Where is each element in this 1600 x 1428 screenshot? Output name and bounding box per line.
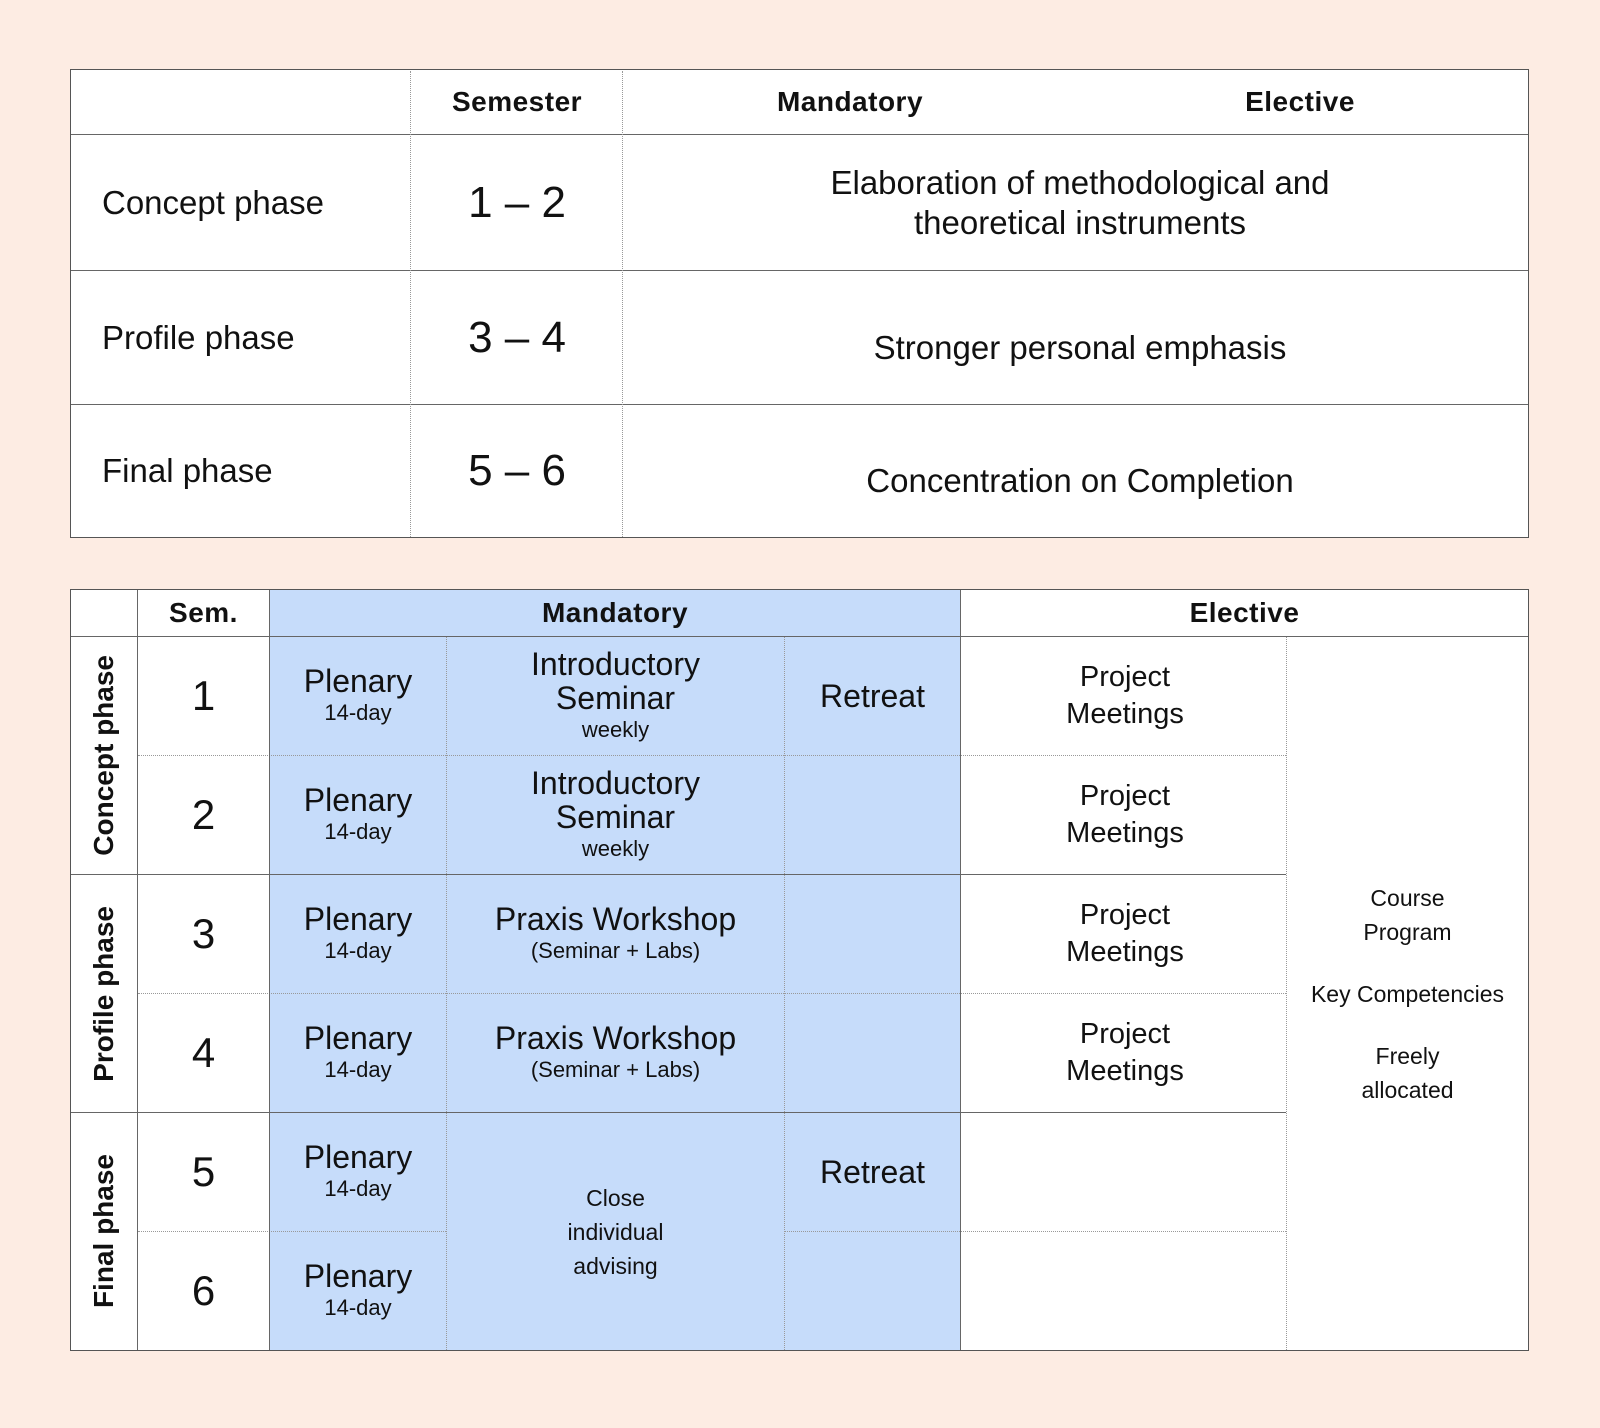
introductory-seminar-cell: Introductory Seminar weekly xyxy=(531,765,700,861)
project-meetings-cell: Project Meetings xyxy=(1066,1018,1184,1087)
introductory-seminar-cell: Introductory Seminar weekly xyxy=(531,646,700,742)
semester-number: 1 xyxy=(191,672,216,719)
project-meetings-cell: Project Meetings xyxy=(1066,661,1184,730)
praxis-workshop-cell: Praxis Workshop (Seminar + Labs) xyxy=(494,901,737,963)
advising-cell: Close individual advising xyxy=(567,1184,664,1279)
row-profile-phase-label: Profile phase xyxy=(102,319,295,356)
phase-label-concept: Concept phase xyxy=(88,655,119,856)
row-concept-phase-label: Concept phase xyxy=(102,184,324,221)
plenary-cell: Plenary 14-day xyxy=(303,901,413,963)
phase-label-profile: Profile phase xyxy=(88,905,119,1082)
semester-number: 5 xyxy=(191,1148,216,1195)
row-final-phase-description: Concentration on Completion xyxy=(866,462,1294,499)
plenary-cell: Plenary 14-day xyxy=(303,1139,413,1201)
project-meetings-cell: Project Meetings xyxy=(1066,780,1184,849)
elective-options-cell xyxy=(1287,637,1528,1350)
row-concept-phase-description: Elaboration of methodological and theoretical instruments xyxy=(830,164,1330,241)
praxis-workshop-cell: Praxis Workshop (Seminar + Labs) xyxy=(494,1020,737,1082)
row-concept-phase-semesters: 1 – 2 xyxy=(468,178,566,227)
header-semester: Semester xyxy=(451,86,583,117)
course-program-text: Course Program xyxy=(1363,884,1452,945)
key-competencies-text: Key Competencies xyxy=(1310,980,1505,1007)
row-profile-phase-semesters: 3 – 4 xyxy=(468,313,566,362)
semester-number: 6 xyxy=(191,1267,216,1314)
plenary-cell: Plenary 14-day xyxy=(303,782,413,844)
header-elective-2: Elective xyxy=(1189,597,1300,628)
row-profile-phase-description: Stronger personal emphasis xyxy=(873,329,1287,366)
row-final-phase-semesters: 5 – 6 xyxy=(468,446,566,495)
header-elective: Elective xyxy=(1245,86,1355,117)
plenary-cell: Plenary 14-day xyxy=(303,663,413,725)
header-mandatory-2: Mandatory xyxy=(541,597,689,628)
retreat-cell: Retreat xyxy=(820,1154,925,1190)
row-final-phase-label: Final phase xyxy=(102,452,273,489)
semester-number: 3 xyxy=(191,910,216,957)
header-mandatory: Mandatory xyxy=(776,86,924,117)
phase-label-final: Final phase xyxy=(88,1154,119,1309)
semester-number: 2 xyxy=(191,791,216,838)
project-meetings-cell: Project Meetings xyxy=(1066,899,1184,968)
plenary-cell: Plenary 14-day xyxy=(303,1020,413,1082)
semester-number: 4 xyxy=(191,1029,216,1076)
retreat-cell: Retreat xyxy=(820,678,925,714)
freely-allocated-text: Freely allocated xyxy=(1361,1042,1454,1103)
plenary-cell: Plenary 14-day xyxy=(303,1258,413,1320)
header-sem: Sem. xyxy=(169,597,238,628)
